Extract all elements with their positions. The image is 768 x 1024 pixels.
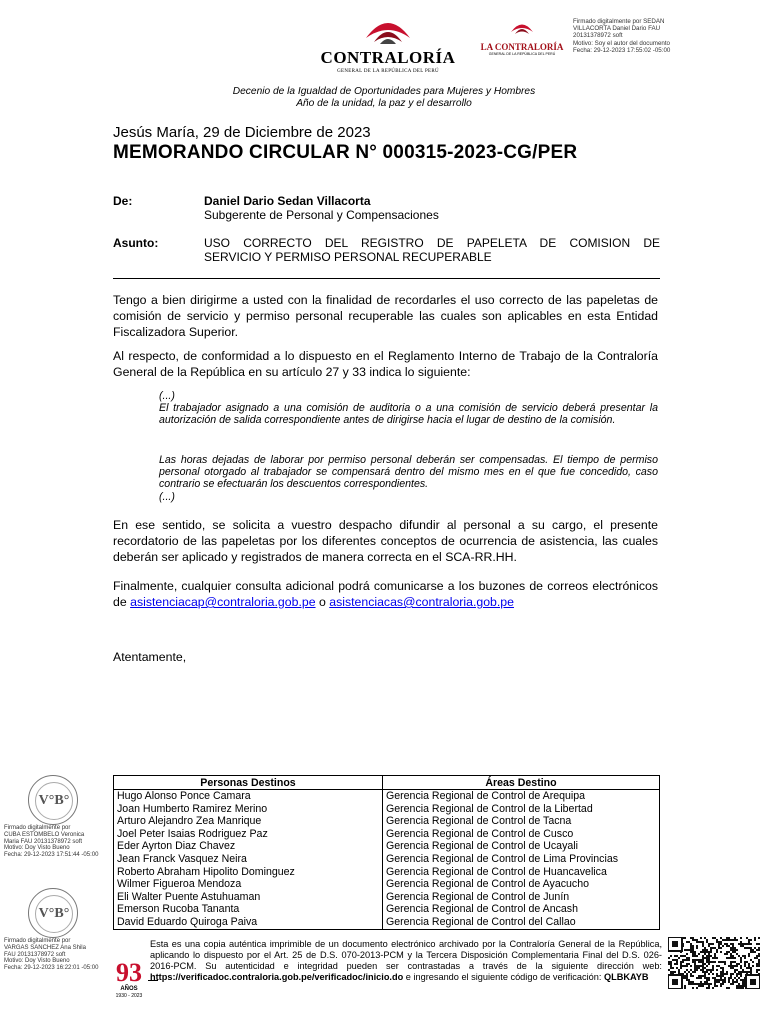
email-link-cas[interactable]: asistenciacas@contraloria.gob.pe — [329, 595, 514, 609]
visto-bueno-stamp-2 — [28, 888, 78, 938]
logo-subtitle: GENERAL DE LA REPÚBLICA DEL PERÚ — [337, 69, 439, 74]
signature-line: Fecha: 29-12-2023 16:22:01 -05:00 — [4, 965, 99, 972]
signature-line: Maria FAU 20131378972 soft — [4, 838, 83, 845]
table-row — [114, 866, 660, 879]
footer-text-2: e ingresando el siguiente código de verificación: — [403, 972, 604, 982]
anniversary-years: 1930 - 2023 — [115, 993, 143, 999]
person-cell: Joel Peter Isaias Rodriguez Paz — [114, 828, 383, 841]
signature-line: Firmado digitalmente por — [4, 938, 71, 944]
vb-seal-label: V°B° — [35, 782, 73, 820]
small-logo-name: LA CONTRALORÍA — [480, 42, 564, 52]
area-cell: Gerencia Regional de Control de Junín — [383, 891, 660, 904]
divider-rule — [113, 278, 660, 279]
body-paragraph-3: En ese sentido, se solicita a vuestro despacho difundir al personal a su cargo, el presente recordatorio de las papeletas por los diferentes conceptos de ocurrencia de asistencia, las cuales deberán ser aplicado y registrados de manera correcta en el SCA-RR.HH. — [113, 518, 658, 564]
table-row — [114, 803, 660, 816]
signature-line: VILLACORTA Daniel Dario FAU — [573, 25, 661, 33]
subject-label: Asunto: — [113, 236, 159, 250]
person-cell: Emerson Rucoba Tananta — [114, 903, 383, 916]
memo-title: MEMORANDO CIRCULAR N° 000315-2023-CG/PER — [113, 142, 578, 163]
decenio-header — [0, 86, 768, 109]
person-cell: Jean Franck Vasquez Neira — [114, 853, 383, 866]
table-row — [114, 878, 660, 891]
body-paragraph-2: Al respecto, de conformidad a lo dispuesto en el Reglamento Interno de Trabajo de la Contraloría General de la República en su artículo 27 y 33 indica lo siguiente: — [113, 349, 658, 379]
table-row — [114, 790, 660, 803]
document-date: Jesús María, 29 de Diciembre de 2023 — [113, 124, 371, 141]
area-cell: Gerencia Regional de Control de Cusco — [383, 828, 660, 841]
anniversary-word: AÑOS — [120, 986, 138, 992]
signature-line: Motivo: Soy el autor del documento — [573, 39, 670, 47]
body-paragraph-1: Tengo a bien dirigirme a usted con la finalidad de recordarles el uso correcto de las papeletas de comisión de servicio y permiso personal recuperable las cuales son aplicables en esta Entidad Fiscalizadora Superior. — [113, 293, 658, 339]
table-row — [114, 828, 660, 841]
person-cell: Arturo Alejandro Zea Manrique — [114, 815, 383, 828]
footer-text-1: Esta es una copia auténtica imprimible de un documento electrónico archivado por la Contraloría General de la República, aplicando lo dispuesto por el Art. 25 de D.S. 070-2013-PCM y la Tercera Disposición Complementaria Final del D.S. 026- 2016-PCM. Su autenticidad e integridad pueden ser contrastadas a través de la siguiente dirección web: — [150, 939, 662, 971]
quote-paragraph-2: Las horas dejadas de laborar por permiso personal deberán ser compensadas. El tiempo de permiso personal otorgado al trabajador se compensará dentro del mismo mes en el que fue concedido, caso contrario se efectuarán los descuentos correspondientes. — [159, 454, 658, 491]
verification-code: QLBKAYB — [603, 972, 649, 982]
quote-close: (...) — [159, 491, 175, 503]
area-cell: Gerencia Regional de Control de Ayacucho — [383, 878, 660, 891]
vb-seal-label: V°B° — [35, 895, 73, 933]
person-cell: Roberto Abraham Hipolito Dominguez — [114, 866, 383, 879]
digital-signature-author — [573, 18, 763, 54]
area-cell: Gerencia Regional de Control de la Libertad — [383, 803, 660, 816]
table-row — [114, 903, 660, 916]
signature-line: Firmado digitalmente por — [4, 825, 71, 831]
signature-line: Motivo: Doy Visto Bueno — [4, 958, 70, 965]
person-cell: Eder Ayrton Diaz Chavez — [114, 840, 383, 853]
person-cell: David Eduardo Quiroga Paiva — [114, 916, 383, 929]
signature-line: VARGAS SANCHEZ Ana Shila — [4, 944, 86, 951]
person-cell: Eli Walter Puente Astuhuaman — [114, 891, 383, 904]
quote-open: (...) — [159, 390, 175, 402]
verification-footer — [150, 939, 662, 983]
contraloria-logo — [318, 14, 458, 74]
decenio-line: Decenio de la Igualdad de Oportunidades para Mujeres y Hombres — [232, 86, 536, 97]
area-cell: Gerencia Regional de Control de Tacna — [383, 815, 660, 828]
area-cell: Gerencia Regional de Control del Callao — [383, 916, 660, 929]
quote-paragraph-1: El trabajador asignado a una comisión de auditoria o a una comisión de servicio deberá presentar la autorización de salida correspondiente antes de dirigirse hacia el lugar de destino de la comisión. — [159, 402, 658, 427]
table-header-row — [114, 776, 660, 790]
from-name: Daniel Dario Sedan Villacorta — [204, 194, 371, 208]
contraloria-emblem-icon — [360, 14, 416, 46]
year-name-line: Año de la unidad, la paz y el desarrollo — [296, 97, 472, 109]
signature-line: 20131378972 soft — [573, 32, 623, 40]
signature-line: Fecha: 29-12-2023 17:51:44 -05:00 — [4, 852, 99, 859]
person-cell: Hugo Alonso Ponce Camara — [114, 790, 383, 803]
paragraph-4-connector: o — [315, 595, 330, 609]
verification-url[interactable]: https://verificadoc.contraloria.gob.pe/verificadoc/inicio.do — [150, 972, 404, 982]
subject-line-2: SERVICIO Y PERMISO PERSONAL RECUPERABLE — [204, 250, 492, 264]
signature-line: CUBA ESTOMBELO Veronica — [4, 831, 85, 838]
signature-line: FAU 20131378972 soft — [4, 951, 66, 958]
anniversary-number: 93 — [116, 958, 142, 987]
signature-line: Fecha: 29-12-2023 17:55:02 -05:00 — [573, 46, 671, 54]
small-logo-subtitle: GENERAL DE LA REPÚBLICA DEL PERÚ — [488, 52, 556, 56]
contraloria-small-emblem-icon — [507, 20, 537, 36]
signature-block-1 — [4, 825, 114, 859]
destinations-table — [113, 775, 660, 930]
subject-line-1: USO CORRECTO DEL REGISTRO DE PAPELETA DE COMISION DE — [204, 236, 660, 250]
closing: Atentamente, — [113, 650, 187, 664]
body-paragraph-4 — [113, 578, 658, 610]
email-link-cap[interactable]: asistenciacap@contraloria.gob.pe — [130, 595, 316, 609]
qr-code-icon — [668, 937, 760, 989]
paragraph-4-text: Finalmente, cualquier consulta adicional podrá comunicarse a los buzones de correos electrónicos de — [113, 579, 658, 609]
logo-name: CONTRALORÍA — [320, 48, 456, 67]
table-row — [114, 853, 660, 866]
anniversary-badge — [105, 960, 153, 999]
table-row — [114, 840, 660, 853]
area-cell: Gerencia Regional de Control de Ancash — [383, 903, 660, 916]
table-row — [114, 916, 660, 929]
area-cell: Gerencia Regional de Control de Arequipa — [383, 790, 660, 803]
person-cell: Wilmer Figueroa Mendoza — [114, 878, 383, 891]
signature-block-2 — [4, 938, 114, 972]
table-row — [114, 891, 660, 904]
visto-bueno-stamp-1 — [28, 775, 78, 825]
from-role: Subgerente de Personal y Compensaciones — [204, 208, 439, 222]
signature-line: Firmado digitalmente por SEDAN — [573, 18, 665, 25]
from-label: De: — [113, 194, 133, 208]
header-persons: Personas Destinos — [114, 776, 383, 790]
header-areas: Áreas Destino — [383, 776, 660, 790]
person-cell: Joan Humberto Ramirez Merino — [114, 803, 383, 816]
area-cell: Gerencia Regional de Control de Ucayali — [383, 840, 660, 853]
contraloria-small-logo — [480, 20, 564, 56]
area-cell: Gerencia Regional de Control de Lima Provincias — [383, 853, 660, 866]
signature-line: Motivo: Doy Visto Bueno — [4, 845, 70, 852]
area-cell: Gerencia Regional de Control de Huancavelica — [383, 866, 660, 879]
table-row — [114, 815, 660, 828]
